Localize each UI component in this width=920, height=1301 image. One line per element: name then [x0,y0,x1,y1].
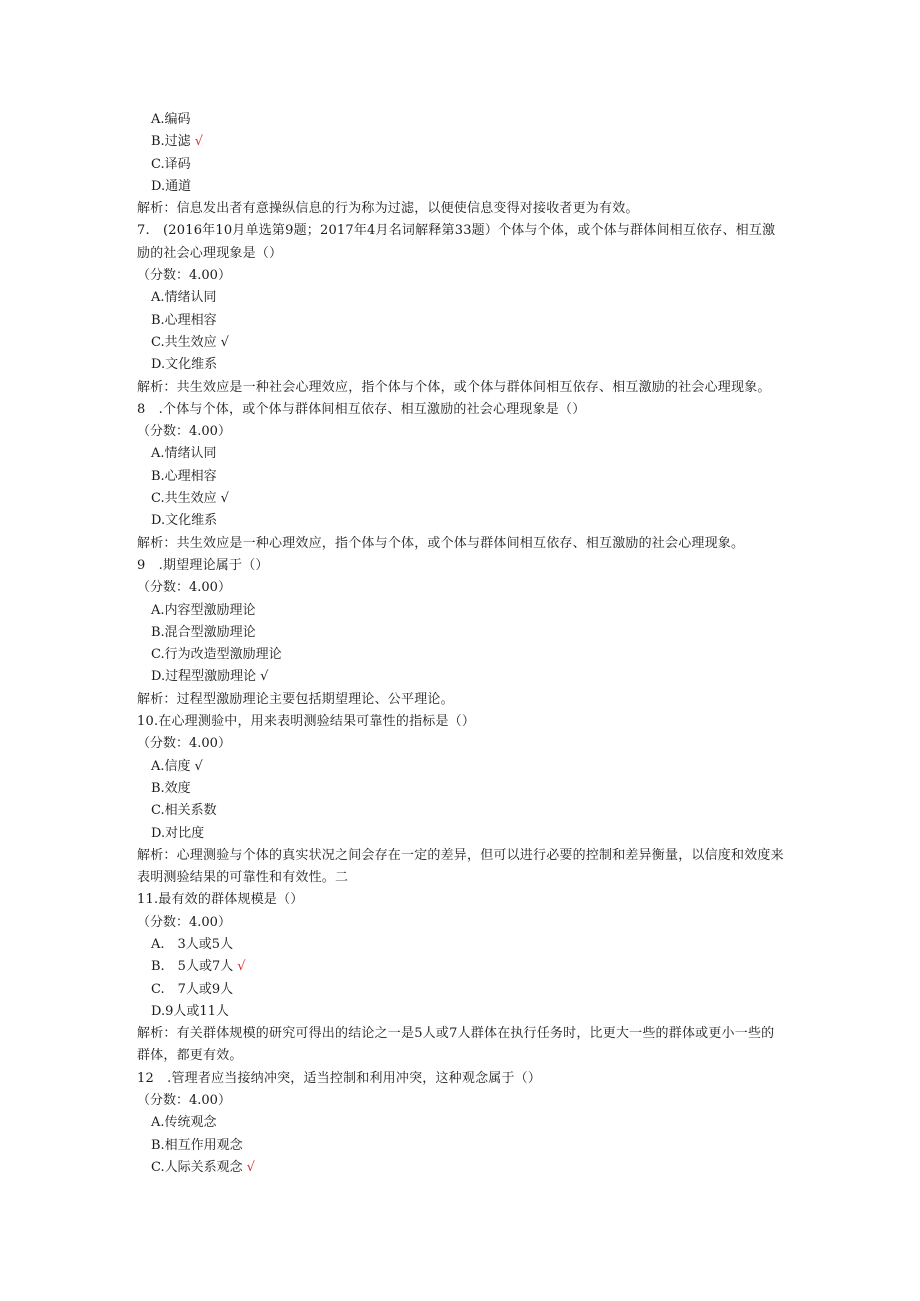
correct-check-icon: √ [220,491,229,507]
correct-check-icon: √ [194,134,203,150]
option-text: A.情绪认同 [151,446,217,462]
question-block [137,1068,787,1179]
option-item [137,1001,787,1023]
option-item [137,956,787,978]
option-item [137,934,787,956]
option-text: C. 7人或9人 [151,981,234,997]
correct-check-icon: √ [194,758,203,774]
option-item [137,443,787,465]
option-item [137,666,787,688]
option-item [137,1135,787,1157]
option-item [137,466,787,488]
option-item [137,131,787,153]
option-text: A.编码 [151,112,191,127]
analysis-text: 解析：心理测验与个体的真实状况之间会存在一定的差异，但可以进行必要的控制和差异衡量，以信度和效度来表明测验结果的可靠性和有效性。二 [137,847,784,886]
option-item [137,800,787,822]
option-text: D.对比度 [151,825,205,841]
option-item [137,287,787,309]
option-text: C.行为改造型激励理论 [151,647,282,663]
option-text: B.效度 [151,780,191,796]
analysis-text: 解析：共生效应是一种社会心理效应，指个体与个体，或个体与群体间相互依存、相互激励的社会心理现象。 [137,379,771,395]
option-item [137,510,787,532]
option-text: D.9人或11人 [151,1003,229,1019]
question-block [137,399,787,555]
option-item [137,600,787,622]
question-6-tail [137,109,787,220]
option-item [137,778,787,800]
question-block [137,220,787,398]
option-item [137,756,787,778]
question-block [137,711,787,889]
option-text: B. 5人或7人 [151,959,234,975]
analysis-text: 解析：过程型激励理论主要包括期望理论、公平理论。 [137,691,454,707]
option-text: D.文化维系 [151,357,218,373]
option-item [137,979,787,1001]
option-text: C.共生效应 [151,334,217,350]
option-text: B.混合型激励理论 [151,624,256,640]
question-stem: 12 .管理者应当接纳冲突，适当控制和利用冲突，这种观念属于（） [137,1070,542,1086]
option-text: A.内容型激励理论 [151,602,256,618]
option-text: A.情绪认同 [151,290,217,306]
option-text: C.共生效应 [151,491,217,507]
option-text: B.心理相容 [151,468,217,484]
option-text: A. 3人或5人 [151,936,234,952]
option-item [137,332,787,354]
question-list [137,109,787,1179]
option-text: B.心理相容 [151,312,217,328]
correct-check-icon: √ [260,669,269,685]
question-stem: 11.最有效的群体规模是（） [137,892,304,908]
option-text: A.信度 [151,758,191,774]
option-item [137,354,787,376]
option-text: B.过滤 [151,134,191,150]
question-score: （分数：4.00） [137,736,231,752]
question-score: （分数：4.00） [137,268,231,284]
option-item [137,310,787,332]
option-item [137,622,787,644]
option-text: C.相关系数 [151,803,217,819]
option-text: D.文化维系 [151,513,218,529]
option-item [137,488,787,510]
option-text: D.过程型激励理论 [151,669,257,685]
option-item [137,1157,787,1179]
correct-check-icon: √ [237,959,246,975]
option-item [137,176,787,198]
option-text: C.译码 [151,156,191,172]
question-stem: 7. (2016年10月单选第9题；2017年4月名词解释第33题）个体与个体，或个体与群体间相互依存、相互激励的社会心理现象是（） [137,223,776,261]
correct-check-icon: √ [246,1159,255,1175]
analysis-text: 解析：信息发出者有意操纵信息的行为称为过滤，以便使信息变得对接收者更为有效。 [137,201,639,217]
question-score: （分数：4.00） [137,580,231,596]
question-score: （分数：4.00） [137,424,231,440]
option-item [137,154,787,176]
correct-check-icon: √ [220,334,229,350]
option-text: A.传统观念 [151,1115,217,1131]
analysis-text: 解析：有关群体规模的研究可得出的结论之一是5人或7人群体在执行任务时，比更大一些的群体或更小一些的群体，都更有效。 [137,1026,775,1064]
question-score: （分数：4.00） [137,914,231,930]
option-item [137,823,787,845]
question-score: （分数：4.00） [137,1093,231,1109]
option-text: C.人际关系观念 [151,1159,243,1175]
question-block [137,555,787,711]
option-item [137,644,787,666]
question-stem: 9 .期望理论属于（） [137,557,269,573]
question-stem: 8 .个体与个体，或个体与群体间相互依存、相互激励的社会心理现象是（） [137,401,586,417]
option-text: B.相互作用观念 [151,1137,243,1153]
question-block [137,889,787,1067]
option-item [137,109,787,131]
option-text: D.通道 [151,178,192,194]
analysis-text: 解析：共生效应是一种心理效应，指个体与个体，或个体与群体间相互依存、相互激励的社会心理现象。 [137,535,745,551]
option-item [137,1112,787,1134]
question-stem: 10.在心理测验中，用来表明测验结果可靠性的指标是（） [137,714,476,730]
